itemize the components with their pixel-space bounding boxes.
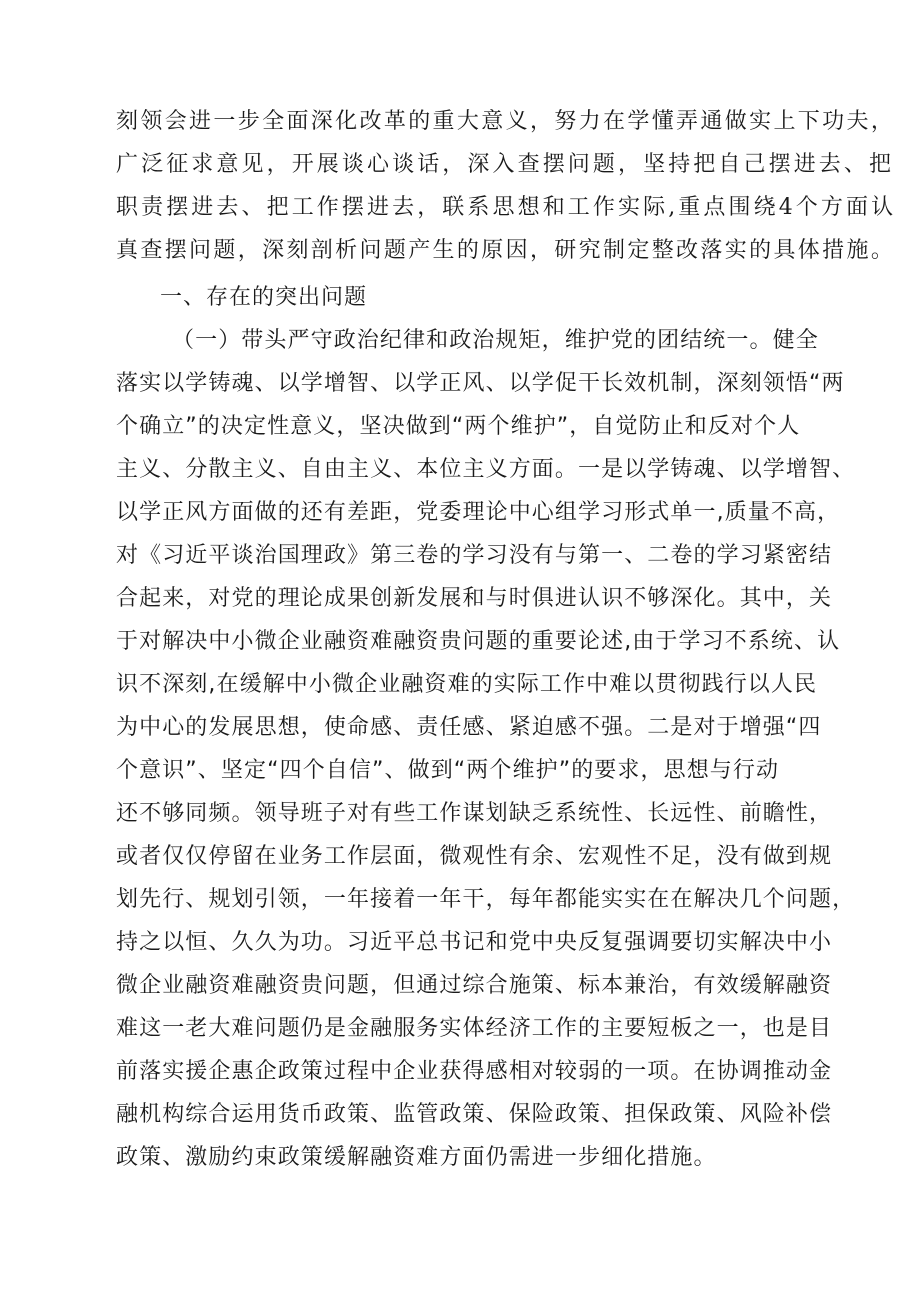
body-line: 政策、激励约束政策缓解融资难方面仍需进一步细化措施。: [116, 1145, 717, 1170]
body-line: 融机构综合运用货币政策、监管政策、保险政策、担保政策、风险补偿: [116, 1102, 833, 1127]
body-line: 划先行、规划引领，一年接着一年干，每年都能实实在在解决几个问题，: [116, 887, 856, 912]
intro-line: 刻领会进一步全面深化改革的重大意义，努力在学懂弄通做实上下功夫，: [116, 109, 896, 134]
body-line: 微企业融资难融资贵问题，但通过综合施策、标本兼治，有效缓解融资: [116, 973, 833, 998]
body-line: 合起来，对党的理论成果创新发展和与时俱进认识不够深化。其中，关: [116, 586, 833, 611]
body-line: 前落实援企惠企政策过程中企业获得感相对较弱的一项。在协调推动金: [116, 1059, 833, 1084]
section-heading: 一、存在的突出问题: [160, 285, 368, 310]
body-line: 还不够同频。领导班子对有些工作谋划缺乏系统性、长远性、前瞻性，: [116, 801, 833, 826]
body-line: 或者仅仅停留在业务工作层面，微观性有余、宏观性不足，没有做到规: [116, 844, 833, 869]
body-line: 为中心的发展思想，使命感、责任感、紧迫感不强。二是对于增强“四: [116, 715, 822, 740]
body-line: （一）带头严守政治纪律和政治规矩，维护党的团结统一。健全: [172, 328, 819, 353]
body-line: 难这一老大难问题仍是金融服务实体经济工作的主要短板之一，也是目: [116, 1016, 833, 1041]
intro-line: 真查摆问题，深刻剖析问题产生的原因，研究制定整改落实的具体措施。: [116, 238, 896, 263]
intro-line: 广泛征求意见，开展谈心谈话，深入查摆问题，坚持把自己摆进去、把: [116, 152, 895, 177]
body-line: 以学正风方面做的还有差距，党委理论中心组学习形式单一,质量不高，: [116, 500, 841, 525]
body-line: 落实以学铸魂、以学增智、以学正风、以学促干长效机制，深刻领悟“两: [116, 371, 845, 396]
body-line: 识不深刻,在缓解中小微企业融资难的实际工作中难以贯彻践行以人民: [116, 672, 818, 697]
body-line: 持之以恒、久久为功。习近平总书记和党中央反复强调要切实解决中小: [116, 930, 833, 955]
body-line: 对《习近平谈治国理政》第三卷的学习没有与第一、二卷的学习紧密结: [116, 543, 833, 568]
intro-line: 职责摆进去、把工作摆进去，联系思想和工作实际,重点围绕4个方面认: [116, 195, 897, 220]
body-line: 个确立”的决定性意义，坚决做到“两个维护”，自觉防止和反对个人: [116, 414, 801, 439]
body-line: 于对解决中小微企业融资难融资贵问题的重要论述,由于学习不系统、认: [116, 629, 841, 654]
body-line: 个意识”、坚定“四个自信”、做到“两个维护”的要求，思想与行动: [116, 758, 780, 783]
body-line: 主义、分散主义、自由主义、本位主义方面。一是以学铸魂、以学增智、: [116, 457, 856, 482]
